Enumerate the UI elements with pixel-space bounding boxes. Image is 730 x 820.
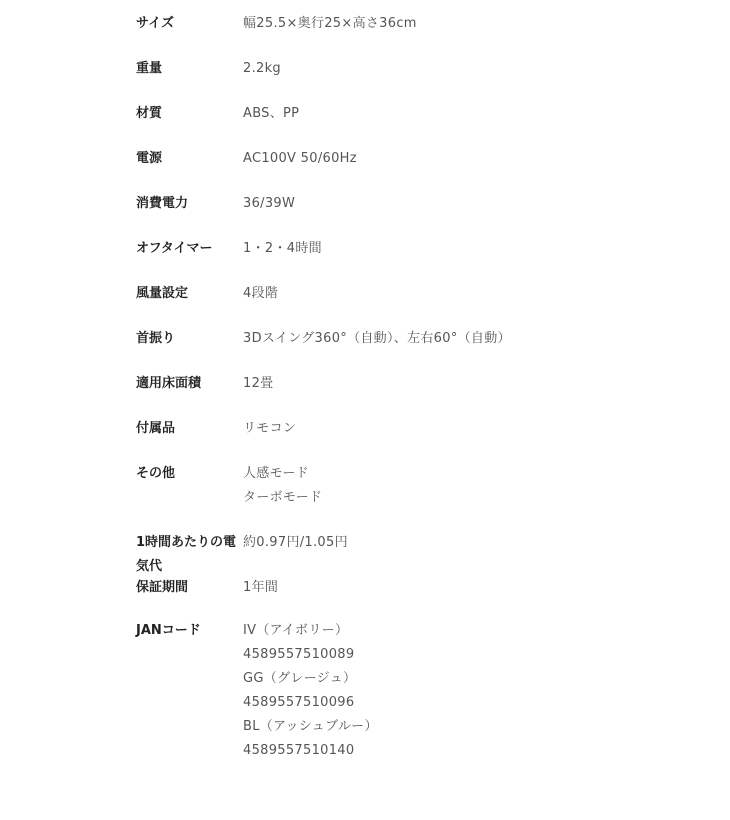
- spec-value: [243, 360, 273, 396]
- spec-value: [243, 607, 378, 763]
- spec-value-line: 36/39W: [243, 196, 296, 211]
- spec-value-line: 4段階: [243, 286, 279, 301]
- spec-label: 首振り: [136, 331, 176, 346]
- spec-value: [243, 405, 296, 441]
- spec-row-other: [0, 450, 730, 519]
- spec-value: [243, 135, 357, 171]
- spec-value-line: 4589557510140: [243, 743, 355, 758]
- spec-value-line: IV（アイボリー）: [243, 623, 349, 638]
- spec-value: [243, 450, 322, 510]
- spec-label: JANコード: [136, 623, 201, 638]
- spec-label: 付属品: [136, 421, 176, 436]
- spec-label: 電源: [136, 151, 163, 166]
- spec-label: 材質: [136, 106, 163, 121]
- spec-value: [243, 564, 278, 600]
- spec-row-power-consumption: [0, 180, 730, 225]
- spec-row-off-timer: [0, 225, 730, 270]
- spec-value-line: ABS、PP: [243, 106, 300, 121]
- spec-label: オフタイマー: [136, 241, 213, 256]
- spec-value-line: 4589557510096: [243, 695, 355, 710]
- spec-label: サイズ: [136, 16, 174, 31]
- spec-value: [243, 0, 417, 36]
- spec-value-line: 約0.97円/1.05円: [243, 535, 348, 550]
- spec-value-line: 4589557510089: [243, 647, 355, 662]
- spec-value-line: 人感モード: [243, 466, 309, 481]
- spec-value-line: 幅25.5×奥行25×高さ36cm: [243, 16, 417, 31]
- spec-row-accessories: [0, 405, 730, 450]
- spec-row-warranty: [0, 564, 730, 607]
- spec-value: [243, 315, 511, 351]
- spec-value: [243, 270, 278, 306]
- spec-label: 消費電力: [136, 196, 189, 211]
- spec-value-line: 3Dスイング360°（自動）、左右60°（自動）: [243, 331, 511, 346]
- spec-label: 適用床面積: [136, 376, 202, 391]
- spec-value: [243, 180, 295, 216]
- spec-row-airflow: [0, 270, 730, 315]
- spec-value-line: ターボモード: [243, 490, 323, 505]
- spec-row-electricity-cost: [0, 519, 730, 574]
- spec-value: [243, 519, 348, 555]
- spec-value-line: BL（アッシュブルー）: [243, 719, 378, 734]
- spec-label: 保証期間: [136, 580, 189, 595]
- spec-value-line: 2.2kg: [243, 61, 281, 76]
- spec-row-oscillation: [0, 315, 730, 360]
- spec-label: 重量: [136, 61, 163, 76]
- spec-value: [243, 225, 322, 261]
- spec-row-material: [0, 90, 730, 135]
- spec-row-power-source: [0, 135, 730, 180]
- spec-value: [243, 45, 281, 81]
- spec-row-floor-area: [0, 360, 730, 405]
- spec-label: 1時間あたりの電気代: [136, 535, 237, 574]
- spec-value-line: AC100V 50/60Hz: [243, 151, 357, 166]
- spec-row-jan-code: [0, 607, 730, 777]
- spec-label: その他: [136, 466, 176, 481]
- spec-value-line: 12畳: [243, 376, 274, 391]
- spec-value: [243, 90, 299, 126]
- spec-value-line: 1年間: [243, 580, 279, 595]
- spec-value-line: リモコン: [243, 421, 297, 436]
- spec-value-line: 1・2・4時間: [243, 241, 322, 256]
- spec-row-size: [0, 0, 730, 45]
- spec-row-weight: [0, 45, 730, 90]
- spec-label: 風量設定: [136, 286, 189, 301]
- spec-value-line: GG（グレージュ）: [243, 671, 357, 686]
